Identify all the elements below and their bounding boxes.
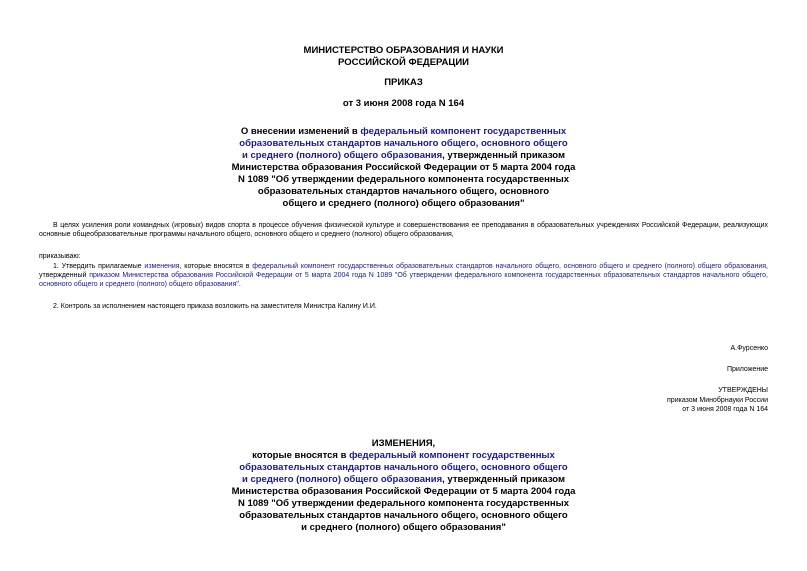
title-text-approved: , утвержденный приказом (442, 150, 566, 161)
title-link-line-2[interactable]: образовательных стандартов начального общего, основного общего (239, 138, 568, 149)
title-line-7: общего и среднего (полного) общего образования" (282, 198, 525, 209)
order-item-2: 2. Контроль за исполнением настоящего приказа возложить на заместителя Министра Калину И.И. (53, 303, 377, 310)
changes-line-5: N 1089 "Об утверждении федерального компонента государственных (237, 498, 570, 509)
link-order-1089[interactable]: приказом Министерства образования Российской Федерации от 5 марта 2004 года N 1089 "Об утверждении федерального компонента государственных образовательных стандартов начального общего, основного общего и среднего (полного) общего образования" (39, 272, 768, 288)
title-line-4: Министерства образования Российской Федерации от 5 марта 2004 года (231, 162, 576, 173)
title-link-line-3[interactable]: и среднего (полного) общего образования (241, 150, 443, 161)
title-line-6: образовательных стандартов начального общего, основного (257, 186, 550, 197)
ministry-line-1: МИНИСТЕРСТВО ОБРАЗОВАНИЯ И НАУКИ (303, 45, 504, 56)
doc-date: от 3 июня 2008 года N 164 (342, 98, 465, 109)
changes-text-approved: , утвержденный приказом (442, 474, 566, 485)
changes-link-line-3[interactable]: и среднего (полного) общего образования (241, 474, 443, 485)
changes-heading: ИЗМЕНЕНИЯ, (371, 438, 436, 449)
approved-by-order: приказом Минобрнауки России (667, 396, 768, 404)
approved-word: УТВЕРЖДЕНЫ (718, 387, 768, 394)
order-word: приказываю: (39, 253, 81, 260)
link-federal-component[interactable]: федеральный компонент государственных образовательных стандартов начального общего, основного общего и среднего (полного) общего образования (252, 263, 767, 270)
changes-link-component[interactable]: федеральный компонент государственных (349, 450, 555, 461)
item1-text-1: 1. Утвердить прилагаемые (53, 263, 145, 270)
item1-text-2: , которые вносятся в (179, 263, 253, 270)
doc-title (0, 126, 807, 210)
preamble-paragraph: В целях усиления роли командных (игровых) видов спорта в процессе обучения физической культуре и совершенствования ее преподавания в образовательных учреждениях Российской Федерации, реализующих основные общеобразовательные программы начального общего, основного общего и среднего (полного) общего образования, (39, 222, 768, 238)
approved-date: от 3 июня 2008 года N 164 (682, 406, 768, 413)
doc-type: ПРИКАЗ (384, 77, 423, 88)
item1-text-3: , утвержденный (39, 263, 768, 279)
changes-link-line-2[interactable]: образовательных стандартов начального общего, основного общего (239, 462, 568, 473)
changes-line-6: образовательных стандартов начального общего, основного общего (239, 510, 568, 521)
approval-block (667, 386, 768, 415)
changes-line-4: Министерства образования Российской Федерации от 5 марта 2004 года (231, 486, 576, 497)
changes-text: которые вносятся в (252, 450, 350, 461)
title-link-component[interactable]: федеральный компонент государственных (360, 126, 567, 137)
link-changes[interactable]: изменения (144, 263, 180, 270)
order-item-1 (39, 262, 768, 289)
changes-line-7: и среднего (полного) общего образования" (301, 522, 506, 533)
title-text: О внесении изменений в (240, 126, 361, 137)
ministry-line-2: РОССИЙСКОЙ ФЕДЕРАЦИИ (337, 56, 469, 68)
changes-title (0, 438, 807, 534)
title-line-5: N 1089 "Об утверждении федерального компонента государственных (237, 174, 570, 185)
appendix-label: Приложение (726, 366, 768, 373)
ministry-header (0, 45, 807, 68)
item1-text-4: . (238, 281, 241, 288)
signature: А.Фурсенко (730, 345, 768, 352)
